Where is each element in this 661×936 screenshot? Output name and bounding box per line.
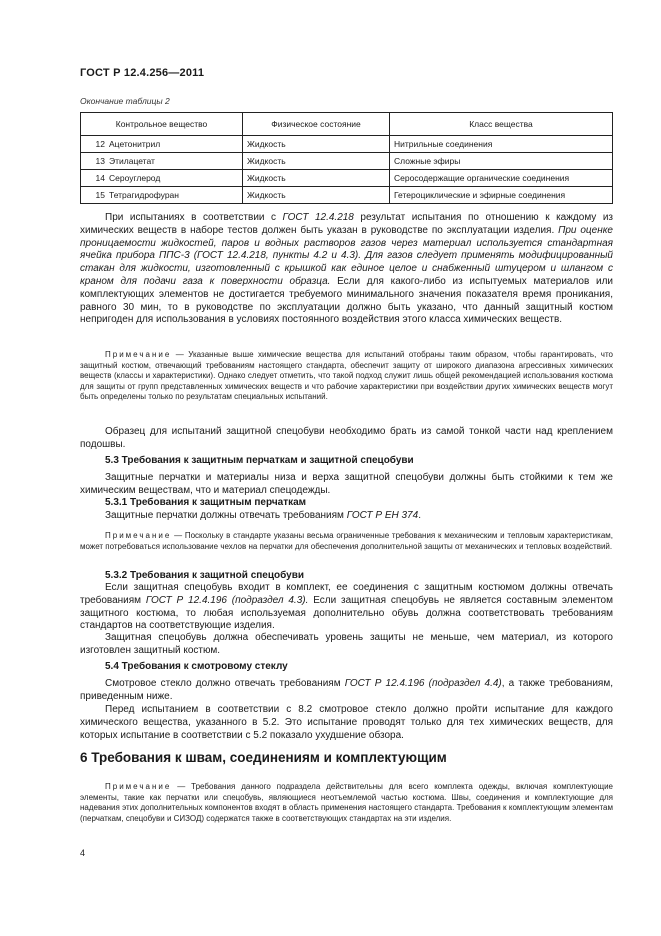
paragraph-boot-sample: Образец для испытаний защитной спецобуви необходимо брать из самой тонкой части над креплением подошвы.	[80, 426, 613, 450]
table-row	[81, 187, 613, 204]
table-row	[81, 170, 613, 187]
document-header: ГОСТ Р 12.4.256—2011	[80, 67, 205, 79]
heading-5-3-2: 5.3.2 Требования к защитной спецобуви	[105, 570, 305, 581]
paragraph-gloves-boots: Защитные перчатки и материалы низа и верха защитной спецобуви должны быть стойкими к тем же химическим веществам, что и материал спецодежды.	[80, 472, 613, 496]
table-cell: Жидкость	[243, 187, 390, 204]
table-cell: 13 Этилацетат	[81, 153, 243, 170]
paragraph-visor-requirements: Смотровое стекло должно отвечать требованиям ГОСТ Р 12.4.196 (подраздел 4.4), а также требованиям, приведенным ниже.	[80, 678, 613, 702]
table-header-row	[81, 113, 613, 136]
table-cell: Жидкость	[243, 153, 390, 170]
heading-5-3: 5.3 Требования к защитным перчаткам и защитной спецобуви	[105, 455, 414, 466]
table-cell: Гетероциклические и эфирные соединения	[390, 187, 613, 204]
note-seams: Примечание — Требования данного подраздела действительны для всего комплекта одежды, включая комплектующие элементы, такие как перчатки или спецобувь, являющиеся неотъемлемой частью костюма. Швы, соединения и комплектующие для надевания этих дополнительных компонентов входят в область применения настоящего стандарта. Требования к комплектующим элементам (перчаткам, спецобуви и СИЗОД) содержатся также в соответствующих стандартах на эти изделия.	[80, 782, 613, 823]
paragraph-test-results: При испытаниях в соответствии с ГОСТ 12.4.218 результат испытания по отношению к каждому из химических веществ в наборе тестов должен быть указан в руководстве по эксплуатации изделия. При оценке проницаемости жидкостей, паров и водных растворов газов через материал используется стандартная ячейка прибора ППС-3 (ГОСТ 12.4.218, пункты 4.2 и 4.3). Для газов следует применять модифицированный стакан для жидкости, изготовленный с крышкой как единое целое и снабженный штуцером и шлангом с краном для подачи газа к поверхности образца. Если для какого-либо из испытуемых материалов или комплектующих элементов не достигается требуемого минимального значения показателя время проникания, равного 30 мин, то в руководстве по эксплуатации должно быть указано, что данный защитный костюм непригоден для использования в условиях постоянного воздействия этого класса химических веществ.	[80, 212, 613, 326]
table-cell: Жидкость	[243, 136, 390, 153]
table-cell: Нитрильные соединения	[390, 136, 613, 153]
table-row	[81, 136, 613, 153]
paragraph-boots-protection: Защитная спецобувь должна обеспечивать уровень защиты не меньше, чем материал, из которого изготовлен защитный костюм.	[80, 632, 613, 656]
heading-section-6: 6 Требования к швам, соединениям и комплектующим	[80, 750, 447, 765]
table-cell: Серосодержащие органические соединения	[390, 170, 613, 187]
table-cell: Сложные эфиры	[390, 153, 613, 170]
paragraph-visor-testing: Перед испытанием в соответствии с 8.2 смотровое стекло должно пройти испытание для каждого химического вещества, указанного в 5.2. Это испытание проводят только для тех химических веществ, для которых испытание в соответствии с 5.2 показало ухудшение обзора.	[80, 704, 613, 741]
table-caption: Окончание таблицы 2	[80, 96, 170, 106]
substances-table	[80, 112, 613, 204]
column-header: Контрольное вещество	[81, 113, 243, 136]
heading-5-3-1: 5.3.1 Требования к защитным перчаткам	[105, 497, 307, 508]
paragraph-gloves-standard: Защитные перчатки должны отвечать требованиям ГОСТ Р ЕН 374.	[105, 510, 421, 521]
table-cell: Жидкость	[243, 170, 390, 187]
paragraph-boots-requirements: Если защитная спецобувь входит в комплект, ее соединения с защитным костюмом должны отвечать требованиям ГОСТ Р 12.4.196 (подраздел 4.3). Если защитная спецобувь не является составным элементом защитного костюма, то любая используемая дополнительно обувь должна соответствовать требованиям стандартов на соответствующие изделия.	[80, 582, 613, 632]
heading-5-4: 5.4 Требования к смотровому стеклу	[105, 661, 288, 672]
column-header: Физическое состояние	[243, 113, 390, 136]
table-cell: 12 Ацетонитрил	[81, 136, 243, 153]
table-cell: 15 Тетрагидрофуран	[81, 187, 243, 204]
column-header: Класс вещества	[390, 113, 613, 136]
table-row	[81, 153, 613, 170]
page-number: 4	[80, 848, 86, 858]
note-chemicals: Примечание — Указанные выше химические вещества для испытаний отобраны таким образом, чтобы гарантировать, что защитный костюм, отвечающий требованиям настоящего стандарта, обеспечит защиту от широкого диапазона агрессивных химических веществ (классы и характеристики). Однако следует отметить, что такой подход служит лишь общей рекомендацией использования костюма для защиты от групп представленных химических веществ и что рабочие характеристики при воздействии других химических веществ могут быть определены только по результатам специальных испытаний.	[80, 350, 613, 402]
note-gloves: Примечание — Поскольку в стандарте указаны весьма ограниченные требования к механическим и тепловым характеристикам, может потребоваться использование чехлов на перчатки для обеспечения дополнительной защиты от механических и тепловых воздействий.	[80, 531, 613, 551]
table-cell: 14 Сероуглерод	[81, 170, 243, 187]
